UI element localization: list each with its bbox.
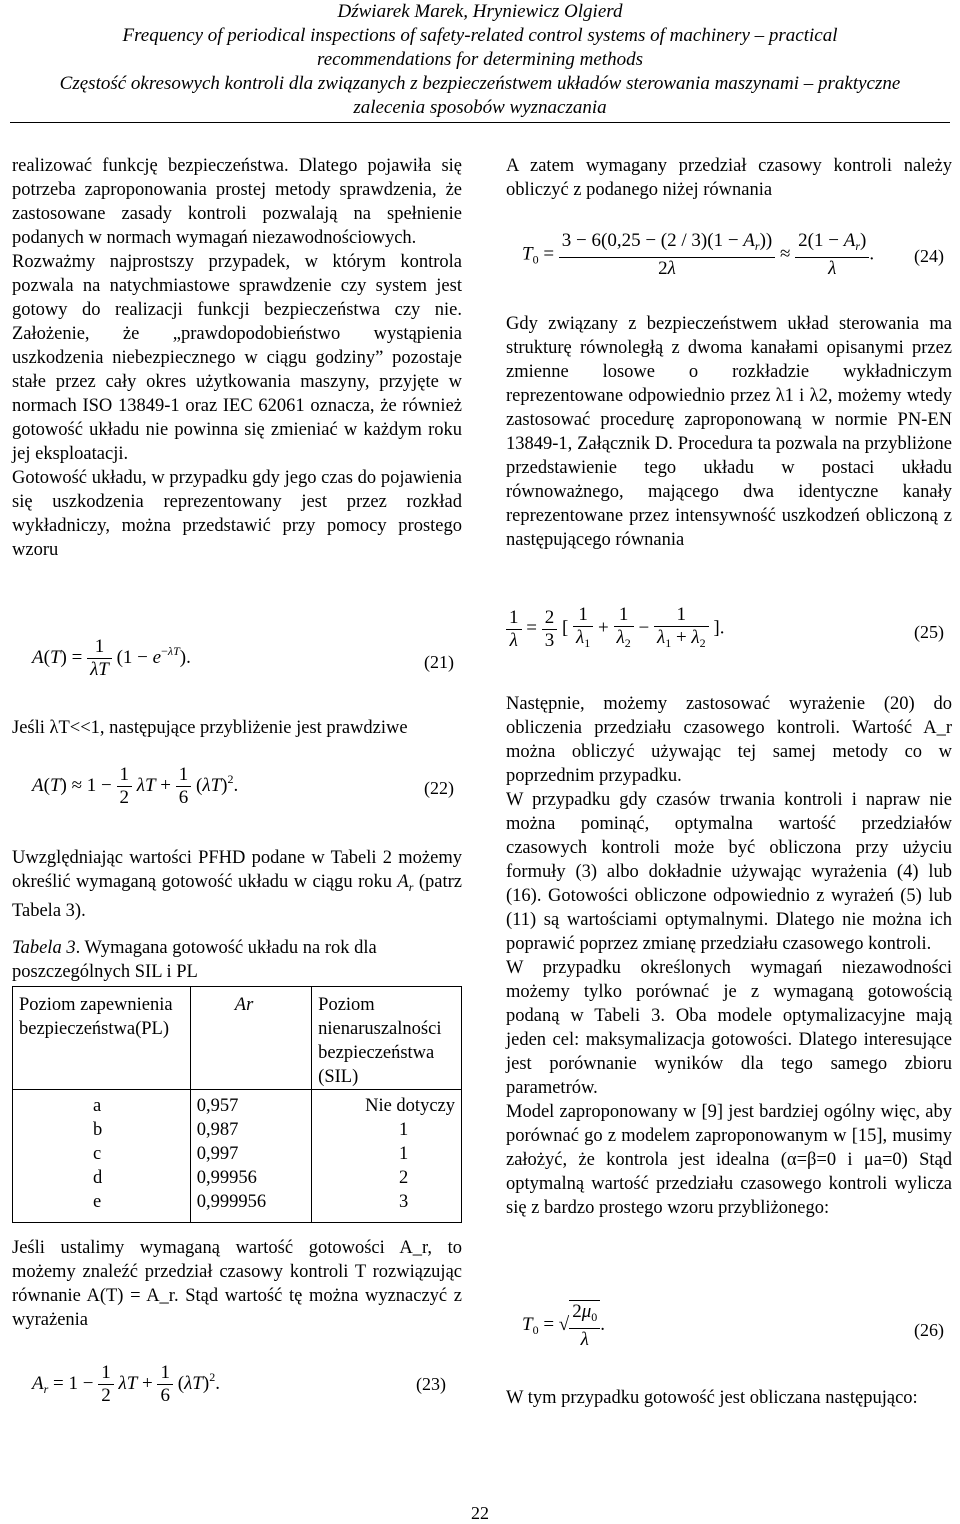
equation-25: $\frac{1}{\lambda}$ = $\frac{2}{3}$ [ $\frac{1}{\lambda_1}$ + $\frac{1}{\lambda_2}$ − $\frac{1}{\lambda_1 + \lambda_2}$ ]. <box>506 604 724 654</box>
header-title-en-1: Frequency of periodical inspections of safety-related control systems of machinery – practical <box>122 25 838 46</box>
equation-23-number: (23) <box>416 1374 446 1394</box>
left-paragraph-4: Jeśli λT<<1, następujące przybliżenie jest prawdziwe <box>12 718 408 738</box>
left-paragraph-2: Rozważmy najprostszy przypadek, w którym kontrola pozwala na natychmiastowe sprawdzenie czy system jest gotowy do realizacji funkcji bezpieczeństwa czy nie. Założenie, że „prawdopodobieństwo wystąpienia uszkodzenia niebezpiecznego w ciągu godziny” pozostaje stałe przez cały okres użytkowania maszyny, przyjęte w normach ISO 13849-1 oraz IEC 62061 oznacza, że również gotowość układu nie powinna się zmieniać w każdym roku jej eksploatacji. <box>12 252 462 464</box>
table-header-row <box>13 987 462 1090</box>
table-row <box>13 1118 462 1142</box>
ar-symbol: A <box>397 872 409 892</box>
right-column-bottom <box>506 692 952 1220</box>
left-column-top <box>12 154 462 562</box>
table-cell-sil: 2 <box>312 1166 462 1190</box>
table-row <box>13 1190 462 1223</box>
table-header-sil: Poziom nienaruszalności bezpieczeństwa (SIL) <box>312 987 462 1090</box>
table-caption <box>12 936 462 984</box>
left-paragraph-3: Gotowość układu, w przypadku gdy jego czas do pojawienia się uszkodzenia reprezentowany jest przez rozkład wykładniczy, można przedstawić przy pomocy prostego wzoru <box>12 468 462 560</box>
equation-22: A(T) ≈ 1 − $\frac{1}{2}$ λT + $\frac{1}{6}$ $(\lambda T)^2$. <box>32 764 239 808</box>
header-title-en-2: recommendations for determining methods <box>317 49 643 70</box>
table-cell-ar: 0,987 <box>190 1118 311 1142</box>
left-paragraph-5-tail: (patrz Tabela 3). <box>12 872 462 921</box>
table-cell-sil: 1 <box>312 1118 462 1142</box>
table-cell-ar: 0,999956 <box>190 1190 311 1223</box>
table-cell-sil: 3 <box>312 1190 462 1223</box>
equation-21-number: (21) <box>424 652 454 672</box>
left-paragraph-1: realizować funkcję bezpieczeństwa. Dlatego pojawiła się potrzeba zaproponowania prostej metody sprawdzenia, że zastosowane zasady kontroli pozwalają na spełnienie podanych w normach wymagań niezawodnościowych. <box>12 156 462 248</box>
table-cell-sil: Nie dotyczy <box>312 1090 462 1119</box>
right-paragraph-5: W przypadku określonych wymagań niezawodności możemy tylko porównać je z wymaganą gotowością podaną w Tabeli 3. Oba modele optymalizacyjne mają jeden cel: maksymalizacja gotowości. Dlatego interesujące jest porównanie wyników dla tego samego zbioru parametrów. <box>506 958 952 1098</box>
equation-23: $A_r = 1$ − $\frac{1}{2}$ λT + $\frac{1}{6}$ $(\lambda T)^2$. <box>32 1362 220 1406</box>
left-paragraph-6: Jeśli ustalimy wymaganą wartość gotowości A_r, to możemy znaleźć przedział czasowy kontroli T rozwiązując równanie A(T) = A_r. Stąd wartość tę można wyznaczyć z wyrażenia <box>12 1238 462 1330</box>
right-paragraph-7: W tym przypadku gotowość jest obliczana następująco: <box>506 1388 918 1408</box>
page-number: 22 <box>471 1503 489 1523</box>
table-cell-pl: a <box>13 1090 191 1119</box>
left-paragraph-5 <box>12 846 462 923</box>
table-row <box>13 1166 462 1190</box>
equation-24: $T_0$ = $\frac{3 - 6(0,25 - (2 / 3)(1 - A_r))}{2\lambda}$ ≈ $\frac{2(1 - A_r)}{\lambda}$ . <box>522 230 875 279</box>
equation-24-number: (24) <box>914 246 944 266</box>
header-rule <box>10 122 950 123</box>
table-row <box>13 1142 462 1166</box>
table-cell-ar: 0,99956 <box>190 1166 311 1190</box>
right-paragraph-6: Model zaproponowany w [9] jest bardziej ogólny więc, aby porównać go z modelem zaproponowanym w [15], musimy założyć, że kontrola jest idealna (α=β=0 i μa=0) Stąd optymalną wartość przedziału czasowego kontroli wylicza się z bardzo prostego wzoru przybliżonego: <box>506 1102 952 1218</box>
equation-26: $T_0$ = √ $\frac{2\mu_0}{\lambda}$ . <box>522 1301 606 1350</box>
left-paragraph-5-text: Uwzględniając wartości PFHD podane w Tabeli 2 możemy określić wymaganą gotowość układu w ciągu roku <box>12 848 462 892</box>
equation-25-number: (25) <box>914 622 944 642</box>
header-title-pl-2: zalecenia sposobów wyznaczania <box>353 97 607 118</box>
table-cell-ar: 0,997 <box>190 1142 311 1166</box>
header-title-pl-1: Częstość okresowych kontroli dla związanych z bezpieczeństwem układów sterowania maszynami – praktyczne <box>59 73 901 94</box>
table-row <box>13 1090 462 1119</box>
right-paragraph-1: A zatem wymagany przedział czasowy kontroli należy obliczyć z podanego niżej równania <box>506 156 952 200</box>
right-paragraph-2: Gdy związany z bezpieczeństwem układ sterowania ma strukturę równoległą z dwoma kanałami opisanymi przez zmienne losowe o rozkładzie wykładniczym reprezentowane odpowiednio przez λ1 i λ2, możemy wtedy zastosować procedurę zaproponowaną w normie PN-EN 13849-1, Załącznik D. Procedura ta pozwala na przybliżone przedstawienie tego układu w postaci układu równoważnego, mającego dwa identyczne kanały reprezentowane przez intensywność uszkodzeń obliczoną z następującego równania <box>506 314 952 550</box>
table-caption-label: Tabela 3 <box>12 938 76 958</box>
right-paragraph-4: W przypadku gdy czasów trwania kontroli i napraw nie można pominąć, optymalna wartość przedziałów czasowych kontroli może być obliczona przy użyciu formuły (3) albo dokładnie używając wyrażenia (4) lub (16). Gotowości obliczone odpowiednio z wyrażeń (5) lub (11) są wartościami optymalnymi. Dlatego nie można ich poprawić poprzez zmianę przedziału czasowego kontroli. <box>506 790 952 954</box>
table-header-pl: Poziom zapewnienia bezpieczeństwa(PL) <box>13 987 191 1090</box>
table-cell-pl: c <box>13 1142 191 1166</box>
equation-21: A(T) = $\frac{1}{\lambda T}$ $(1 - e^{-\lambda T})$. <box>32 636 191 680</box>
header-authors: Dźwiarek Marek, Hryniewicz Olgierd <box>337 1 623 22</box>
right-paragraph-3: Następnie, możemy zastosować wyrażenie (20) do obliczenia przedziału czasowego kontroli. Wartość A_r można obliczyć używając tej samej metody co w poprzednim przypadku. <box>506 694 952 786</box>
table-caption-text: . Wymagana gotowość układu na rok dla poszczególnych SIL i PL <box>12 938 377 982</box>
table-cell-pl: d <box>13 1166 191 1190</box>
equation-22-number: (22) <box>424 778 454 798</box>
table-cell-ar: 0,957 <box>190 1090 311 1119</box>
ar-subscript: r <box>408 880 414 894</box>
table-cell-pl: b <box>13 1118 191 1142</box>
table-header-ar: Ar <box>190 987 311 1090</box>
equation-26-number: (26) <box>914 1320 944 1340</box>
table-cell-sil: 1 <box>312 1142 462 1166</box>
table-3 <box>12 986 462 1223</box>
table-cell-pl: e <box>13 1190 191 1223</box>
